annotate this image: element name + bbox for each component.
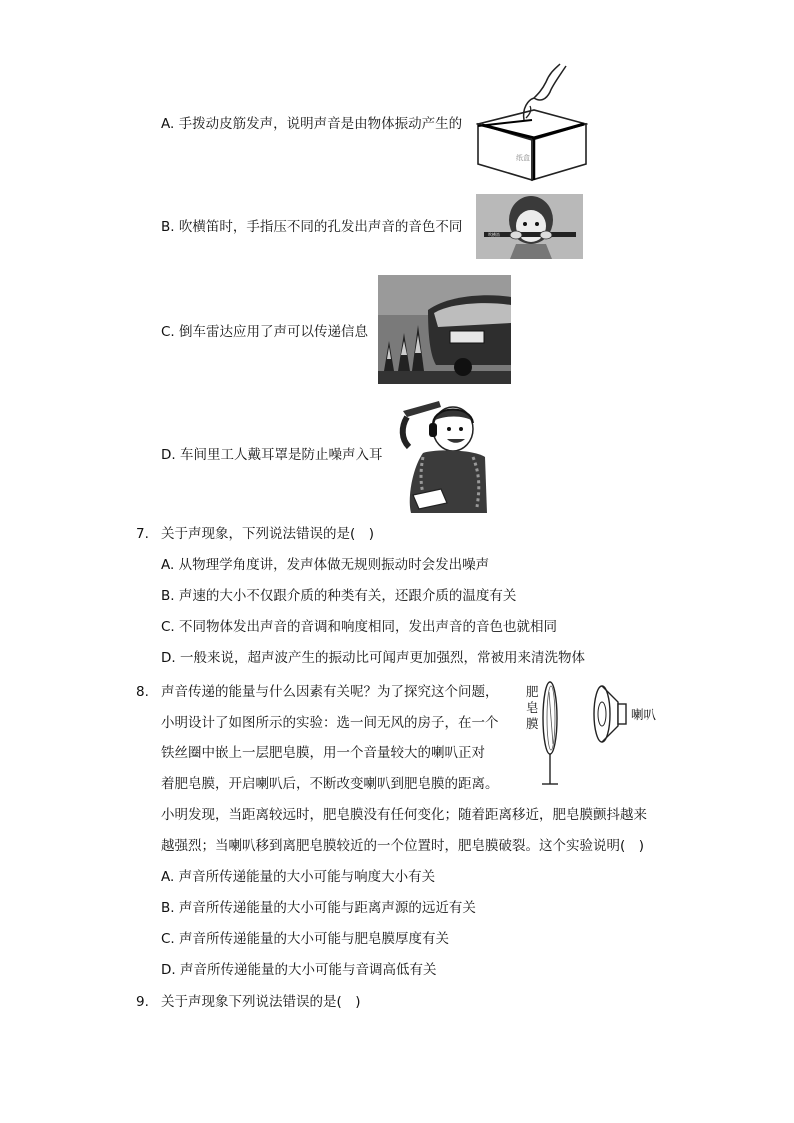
q6-option-d — [161, 446, 382, 464]
q6-option-a — [161, 115, 462, 133]
option-letter: A. — [161, 116, 175, 132]
option-letter: C. — [161, 324, 175, 340]
q7-option-b — [161, 587, 516, 605]
option-letter: D. — [161, 650, 176, 666]
q8-line-1: 声音传递的能量与什么因素有关呢？为了探究这个问题， — [161, 684, 499, 700]
question-number: 7. — [136, 526, 149, 542]
option-text: 一般来说，超声波产生的振动比可闻声更加强烈，常被用来清洗物体 — [179, 650, 585, 666]
q9-stem — [136, 993, 361, 1011]
q7-stem — [136, 525, 374, 543]
q8-line-5: 小明发现，当距离较远时，肥皂膜没有任何变化；随着距离移近，肥皂膜颤抖越来 — [161, 807, 647, 823]
q8-line-2: 小明设计了如图所示的实验：选一间无风的房子，在一个 — [161, 715, 499, 731]
question-number: 9. — [136, 994, 149, 1010]
option-text: 倒车雷达应用了声可以传递信息 — [179, 324, 369, 340]
speaker-label: 喇叭 — [631, 707, 657, 722]
q8-line-4: 着肥皂膜，开启喇叭后，不断改变喇叭到肥皂膜的距离。 — [161, 776, 499, 792]
q8-option-d — [161, 961, 436, 979]
option-text: 声音所传递能量的大小可能与音调高低有关 — [179, 962, 437, 978]
option-letter: B. — [161, 219, 175, 235]
q8-number: 8. — [136, 684, 149, 700]
option-text: 声音所传递能量的大小可能与距离声源的远近有关 — [178, 900, 476, 916]
option-text: 车间里工人戴耳罩是防止噪声入耳 — [179, 447, 383, 463]
question-text: 关于声现象，下列说法错误的是( ) — [161, 526, 375, 542]
reversing-radar-car-image — [378, 275, 511, 384]
q8-option-c — [161, 930, 449, 948]
option-text: 声速的大小不仅跟介质的种类有关，还跟介质的温度有关 — [178, 588, 517, 604]
q6-option-c — [161, 323, 368, 341]
option-letter: D. — [161, 447, 176, 463]
soap-film-speaker-figure — [520, 672, 660, 790]
q8-line-6: 越强烈；当喇叭移到离肥皂膜较近的一个位置时，肥皂膜破裂。这个实验说明( ) — [161, 838, 645, 854]
q8-option-a — [161, 868, 435, 886]
q6-option-b — [161, 218, 462, 236]
option-letter: B. — [161, 588, 175, 604]
option-letter: A. — [161, 557, 175, 573]
flute-girl-image — [476, 194, 583, 259]
option-letter: B. — [161, 900, 175, 916]
option-text: 吹横笛时，手指压不同的孔发出声音的音色不同 — [178, 219, 463, 235]
option-text: 声音所传递能量的大小可能与响度大小有关 — [178, 869, 436, 885]
option-text: 手拨动皮筋发声，说明声音是由物体振动产生的 — [178, 116, 463, 132]
option-letter: C. — [161, 619, 175, 635]
option-text: 不同物体发出声音的音调和响度相同，发出声音的音色也就相同 — [179, 619, 558, 635]
soap-film-label: 肥皂膜 — [526, 684, 539, 731]
option-letter: A. — [161, 869, 175, 885]
q8-option-b — [161, 899, 476, 917]
worker-earmuffs-image — [393, 397, 489, 515]
q8-line-3: 铁丝圈中嵌上一层肥皂膜，用一个音量较大的喇叭正对 — [161, 745, 485, 761]
q7-option-c — [161, 618, 557, 636]
q7-option-a — [161, 556, 489, 574]
question-text: 关于声现象下列说法错误的是( ) — [161, 994, 361, 1010]
option-letter: C. — [161, 931, 175, 947]
option-text: 声音所传递能量的大小可能与肥皂膜厚度有关 — [179, 931, 450, 947]
flute-text: 吹横笛 — [488, 232, 500, 237]
rubber-band-box-image — [476, 62, 588, 190]
q7-option-d — [161, 649, 585, 667]
option-letter: D. — [161, 962, 176, 978]
option-text: 从物理学角度讲，发声体做无规则振动时会发出噪声 — [178, 557, 490, 573]
box-label: 纸盒 — [516, 154, 530, 162]
